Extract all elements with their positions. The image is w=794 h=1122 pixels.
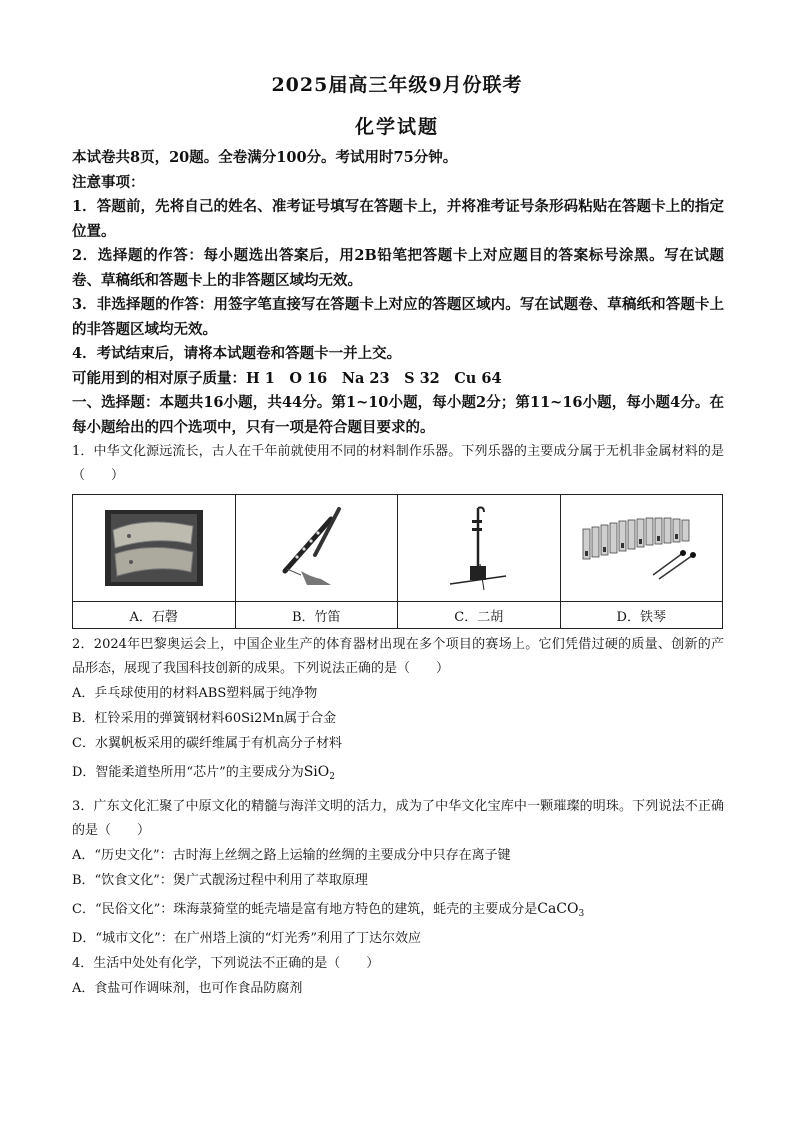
notice-item: 4．考试结束后，请将本试题卷和答题卡一并上交。 — [72, 345, 402, 362]
question-2-option-a: A．乒乓球使用的材料ABS塑料属于纯净物 — [72, 686, 318, 701]
exam-content — [72, 146, 724, 1001]
exam-title: 2025届高三年级9月份联考 — [271, 74, 523, 96]
question-2-stem: 2．2024年巴黎奥运会上，中国企业生产的体育器材出现在多个项目的赛场上。它们凭借过硬的质量、创新的产品形态，展现了我国科技创新的成果。下列说法正确的是（ ） — [72, 637, 724, 676]
option-d-label: D．铁琴 — [560, 602, 723, 629]
question-4-stem: 4．生活中处处有化学，下列说法不正确的是（ ） — [72, 956, 380, 971]
question-3-option-c — [72, 893, 724, 926]
atomic-masses: 可能用到的相对原子质量：H 1 O 16 Na 23 S 32 Cu 64 — [72, 369, 502, 387]
notice-heading: 注意事项： — [72, 173, 145, 191]
notice-item: 2．选择题的作答：每小题选出答案后，用2B铅笔把答题卡上对应题目的答案标号涂黑。写在试题卷、草稿纸和答题卡上的非答题区域均无效。 — [72, 247, 724, 289]
option-b-image-cell — [235, 495, 398, 602]
question-3-option-a: A．“历史文化”：古时海上丝绸之路上运输的丝绸的主要成分中只存在离子键 — [72, 848, 511, 863]
notice-item: 1．答题前，先将自己的姓名、准考证号填写在答题卡上，并将准考证号条形码粘贴在答题卡上的指定位置。 — [72, 198, 724, 240]
exam-summary: 本试卷共8页，20题。全卷满分100分。考试用时75分钟。 — [72, 149, 458, 166]
option-a-label: A．石磬 — [73, 602, 236, 629]
question-3-stem: 3．广东文化汇聚了中原文化的精髓与海洋文明的活力，成为了中华文化宝库中一颗璀璨的明珠。下列说法不正确的是（ ） — [72, 799, 724, 838]
question-1-option-table — [72, 494, 723, 629]
subject-title: 化学试题 — [354, 116, 439, 138]
option-b-label: B．竹笛 — [235, 602, 398, 629]
glockenspiel-icon — [579, 515, 703, 581]
question-3-option-b: B．“饮食文化”：煲广式靓汤过程中利用了萃取原理 — [72, 873, 368, 888]
question-1-stem: 1．中华文化源远流长，古人在千年前就使用不同的材料制作乐器。下列乐器的主要成分属于无机非金属材料的是（ ） — [72, 444, 724, 483]
chemical-formula: SiO$_2$ — [303, 764, 335, 782]
chemical-formula: CaCO$_3$ — [537, 901, 585, 919]
section-heading: 一、选择题：本题共16小题，共44分。第1~10小题，每小题2分；第11~16小题，每小题4分。在每小题给出的四个选项中，只有一项是符合题目要求的。 — [72, 394, 724, 436]
notice-item: 3．非选择题的作答：用签字笔直接写在答题卡上对应的答题区域内。写在试题卷、草稿纸和答题卡上的非答题区域均无效。 — [72, 296, 724, 338]
question-2-option-c: C．水翼帆板采用的碳纤维属于有机高分子材料 — [72, 736, 342, 751]
bamboo-flute-icon — [271, 505, 361, 591]
erhu-icon — [444, 504, 514, 592]
option-d-image-cell — [560, 495, 723, 602]
question-3-option-d: D．“城市文化”：在广州塔上演的“灯光秀”利用了丁达尔效应 — [72, 931, 422, 946]
option-text: D．智能柔道垫所用“芯片”的主要成分为 — [72, 765, 304, 780]
option-text: C．“民俗文化”：珠海菉猗堂的蚝壳墙是富有地方特色的建筑，蚝壳的主要成分是 — [72, 902, 538, 917]
question-2-option-b: B．杠铃采用的弹簧钢材料60Si2Mn属于合金 — [72, 711, 337, 726]
option-c-image-cell — [398, 495, 561, 602]
question-4-option-a: A．食盐可作调味剂，也可作食品防腐剂 — [72, 981, 303, 996]
stone-chime-icon — [105, 510, 203, 586]
option-a-image-cell — [73, 495, 236, 602]
option-c-label: C．二胡 — [398, 602, 561, 629]
question-2-option-d — [72, 756, 724, 789]
